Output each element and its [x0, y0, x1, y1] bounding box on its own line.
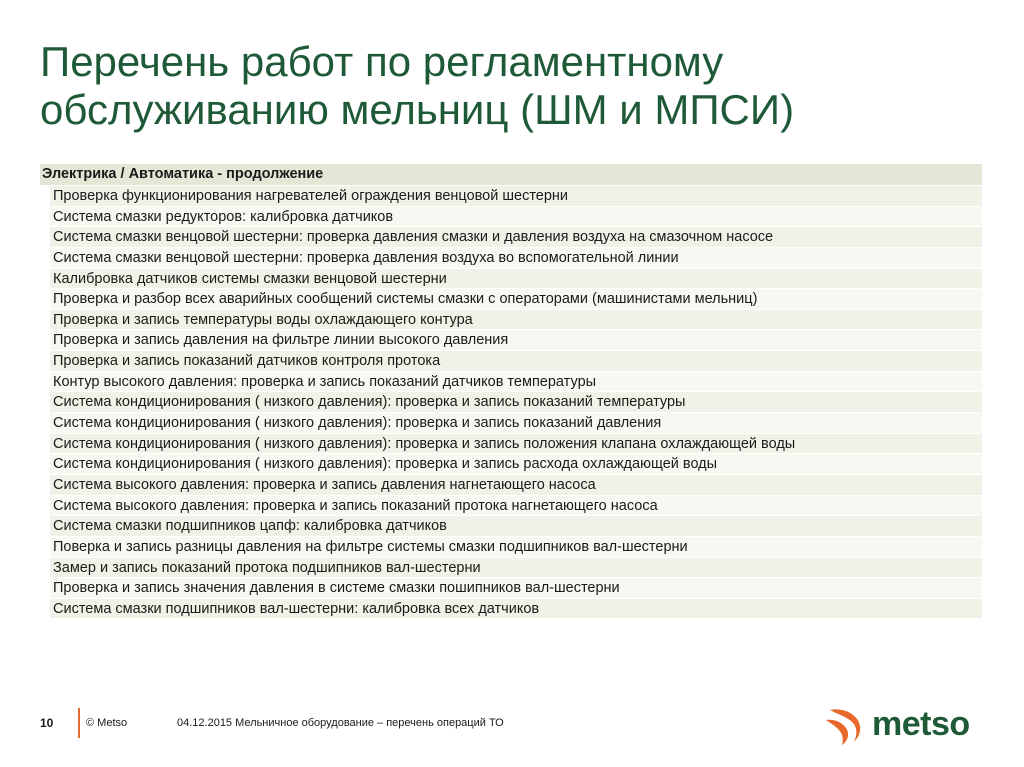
- table-section-header: Электрика / Автоматика - продолжение: [40, 164, 982, 185]
- metso-logo: [824, 700, 989, 748]
- slide-title-line-2: обслуживанию мельниц (ШМ и МПСИ): [40, 86, 795, 133]
- table-row: Система высокого давления: проверка и запись давления нагнетающего насоса: [50, 474, 982, 495]
- metso-logo-text: metso: [872, 705, 970, 743]
- work-list-table: [40, 164, 982, 618]
- footer-date-title: 04.12.2015 Мельничное оборудование – перечень операций ТО: [177, 717, 504, 729]
- table-row: Система кондиционирования ( низкого давления): проверка и запись расхода охлаждающей воды: [50, 453, 982, 474]
- table-row: Проверка и запись значения давления в системе смазки пошипников вал-шестерни: [50, 577, 982, 598]
- table-row: Система кондиционирования ( низкого давления): проверка и запись показаний давления: [50, 412, 982, 433]
- table-row: Проверка и запись температуры воды охлаждающего контура: [50, 309, 982, 330]
- slide-title-line-1: Перечень работ по регламентному: [40, 38, 724, 85]
- table-row: Система смазки редукторов: калибровка датчиков: [50, 206, 982, 227]
- table-row: Поверка и запись разницы давления на фильтре системы смазки подшипников вал-шестерни: [50, 536, 982, 557]
- table-row: Калибровка датчиков системы смазки венцовой шестерни: [50, 268, 982, 289]
- table-row: Система кондиционирования ( низкого давления): проверка и запись положения клапана охлаждающей воды: [50, 433, 982, 454]
- table-row: Система кондиционирования ( низкого давления): проверка и запись показаний температуры: [50, 391, 982, 412]
- footer-copyright: © Metso: [86, 717, 128, 729]
- metso-logo-icon: [824, 700, 870, 748]
- table-rows: [40, 185, 982, 618]
- page-number: 10: [40, 716, 54, 730]
- table-row: Система смазки венцовой шестерни: проверка давления воздуха во вспомогательной линии: [50, 247, 982, 268]
- footer-divider: [78, 708, 80, 738]
- table-row: Система смазки подшипников цапф: калибровка датчиков: [50, 515, 982, 536]
- slide-title: [40, 38, 960, 134]
- table-row: Проверка и разбор всех аварийных сообщений системы смазки с операторами (машинистами мельниц): [50, 288, 982, 309]
- table-row: Система высокого давления: проверка и запись показаний протока нагнетающего насоса: [50, 495, 982, 516]
- table-row: Проверка и запись показаний датчиков контроля протока: [50, 350, 982, 371]
- table-row: Система смазки подшипников вал-шестерни: калибровка всех датчиков: [50, 598, 982, 619]
- table-row: Контур высокого давления: проверка и запись показаний датчиков температуры: [50, 371, 982, 392]
- table-row: Система смазки венцовой шестерни: проверка давления смазки и давления воздуха на смазочном насосе: [50, 226, 982, 247]
- table-row: Замер и запись показаний протока подшипников вал-шестерни: [50, 557, 982, 578]
- table-row: Проверка и запись давления на фильтре линии высокого давления: [50, 329, 982, 350]
- table-row: Проверка функционирования нагревателей ограждения венцовой шестерни: [50, 185, 982, 206]
- slide-footer: [0, 700, 1024, 750]
